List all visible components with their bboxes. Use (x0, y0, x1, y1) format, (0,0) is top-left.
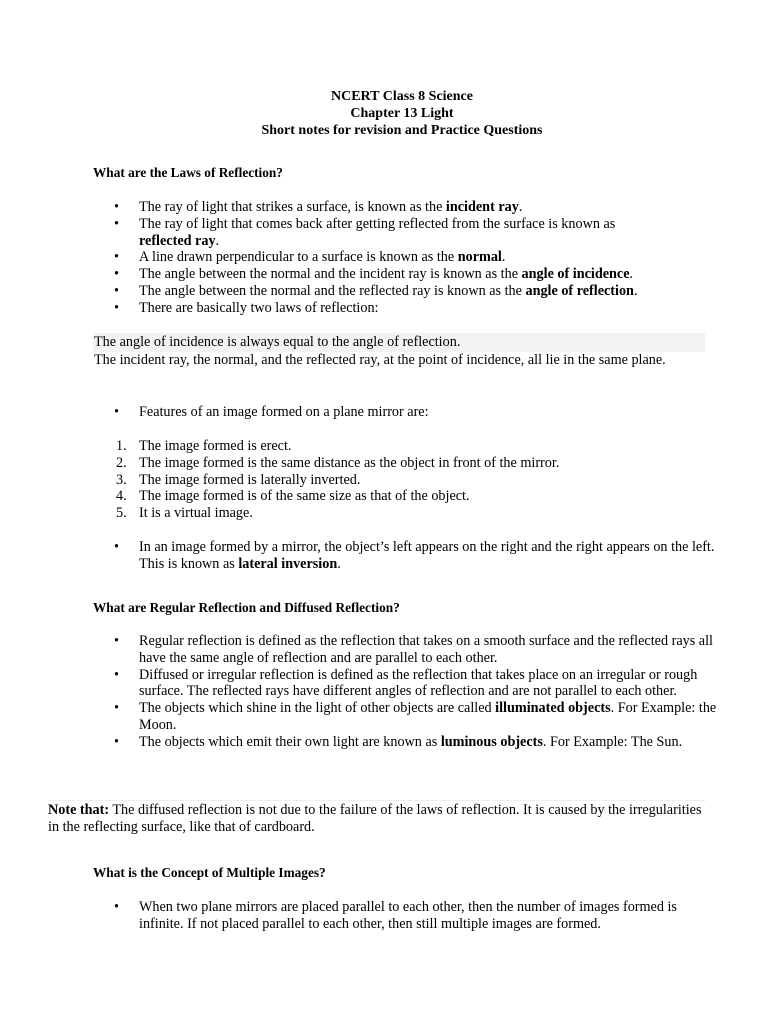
list-item: • The angle between the normal and the reflected ray is known as the angle of reflection. (93, 283, 718, 300)
note-paragraph (48, 802, 708, 836)
laws-bullet-list (93, 199, 718, 317)
document-title (0, 88, 768, 139)
title-line-1: NCERT Class 8 Science (331, 89, 473, 104)
law-1-text: The angle of incidence is always equal to the angle of reflection. (94, 334, 461, 350)
list-item: 5. It is a virtual image. (116, 505, 253, 522)
list-item: • The ray of light that comes back after getting reflected from the surface is known as reflected ray. (93, 216, 718, 250)
list-item: 1. The image formed is erect. (116, 438, 292, 454)
note-label: Note that: (48, 802, 110, 818)
list-item: • In an image formed by a mirror, the object’s left appears on the right and the right appears on the left. This is known as lateral inversion. (93, 539, 718, 573)
list-item: • There are basically two laws of reflection: (93, 300, 718, 317)
list-item: • Regular reflection is defined as the reflection that takes on a smooth surface and the reflected rays all have the same angle of reflection and are parallel to each other. (93, 633, 718, 667)
heading-regular-diffused: What are Regular Reflection and Diffused Reflection? (93, 600, 400, 615)
lateral-inversion-list (93, 539, 718, 573)
list-item: • The angle between the normal and the incident ray is known as the angle of incidence. (93, 266, 718, 283)
list-item: • When two plane mirrors are placed parallel to each other, then the number of images formed is infinite. If not placed parallel to each other, then still multiple images are formed. (93, 899, 718, 933)
list-item: 3. The image formed is laterally inverted. (116, 471, 361, 488)
multiple-images-list (93, 899, 718, 933)
law-2-text: The incident ray, the normal, and the reflected ray, at the point of incidence, all lie in the same plane. (94, 352, 666, 368)
list-item: • Diffused or irregular reflection is defined as the reflection that takes place on an irregular or rough surface. The reflected rays have different angles of reflection and are not parallel to each other. (93, 667, 718, 701)
heading-laws-of-reflection: What are the Laws of Reflection? (93, 165, 283, 180)
list-item: • The ray of light that strikes a surface, is known as the incident ray. (93, 199, 718, 216)
note-text: The diffused reflection is not due to the failure of the laws of reflection. It is caused by the irregularities in the reflecting surface, like that of cardboard. (48, 802, 702, 835)
features-intro-list (93, 404, 718, 421)
list-item: • Features of an image formed on a plane mirror are: (93, 404, 718, 421)
note-divider (48, 800, 706, 801)
heading-multiple-images: What is the Concept of Multiple Images? (93, 865, 326, 880)
features-numbered-list (93, 438, 718, 522)
reflection-types-list (93, 633, 718, 751)
list-item: • A line drawn perpendicular to a surface is known as the normal. (93, 249, 718, 266)
list-item: 2. The image formed is the same distance as the object in front of the mirror. (116, 454, 560, 471)
list-item: • The objects which shine in the light of other objects are called illuminated objects. For Example: the Moon. (93, 700, 718, 734)
list-item: • The objects which emit their own light are known as luminous objects. For Example: The Sun. (93, 734, 718, 751)
list-item: 4. The image formed is of the same size as that of the object. (116, 488, 470, 505)
title-line-2: Chapter 13 Light (350, 106, 454, 121)
title-line-3: Short notes for revision and Practice Questions (261, 123, 543, 138)
